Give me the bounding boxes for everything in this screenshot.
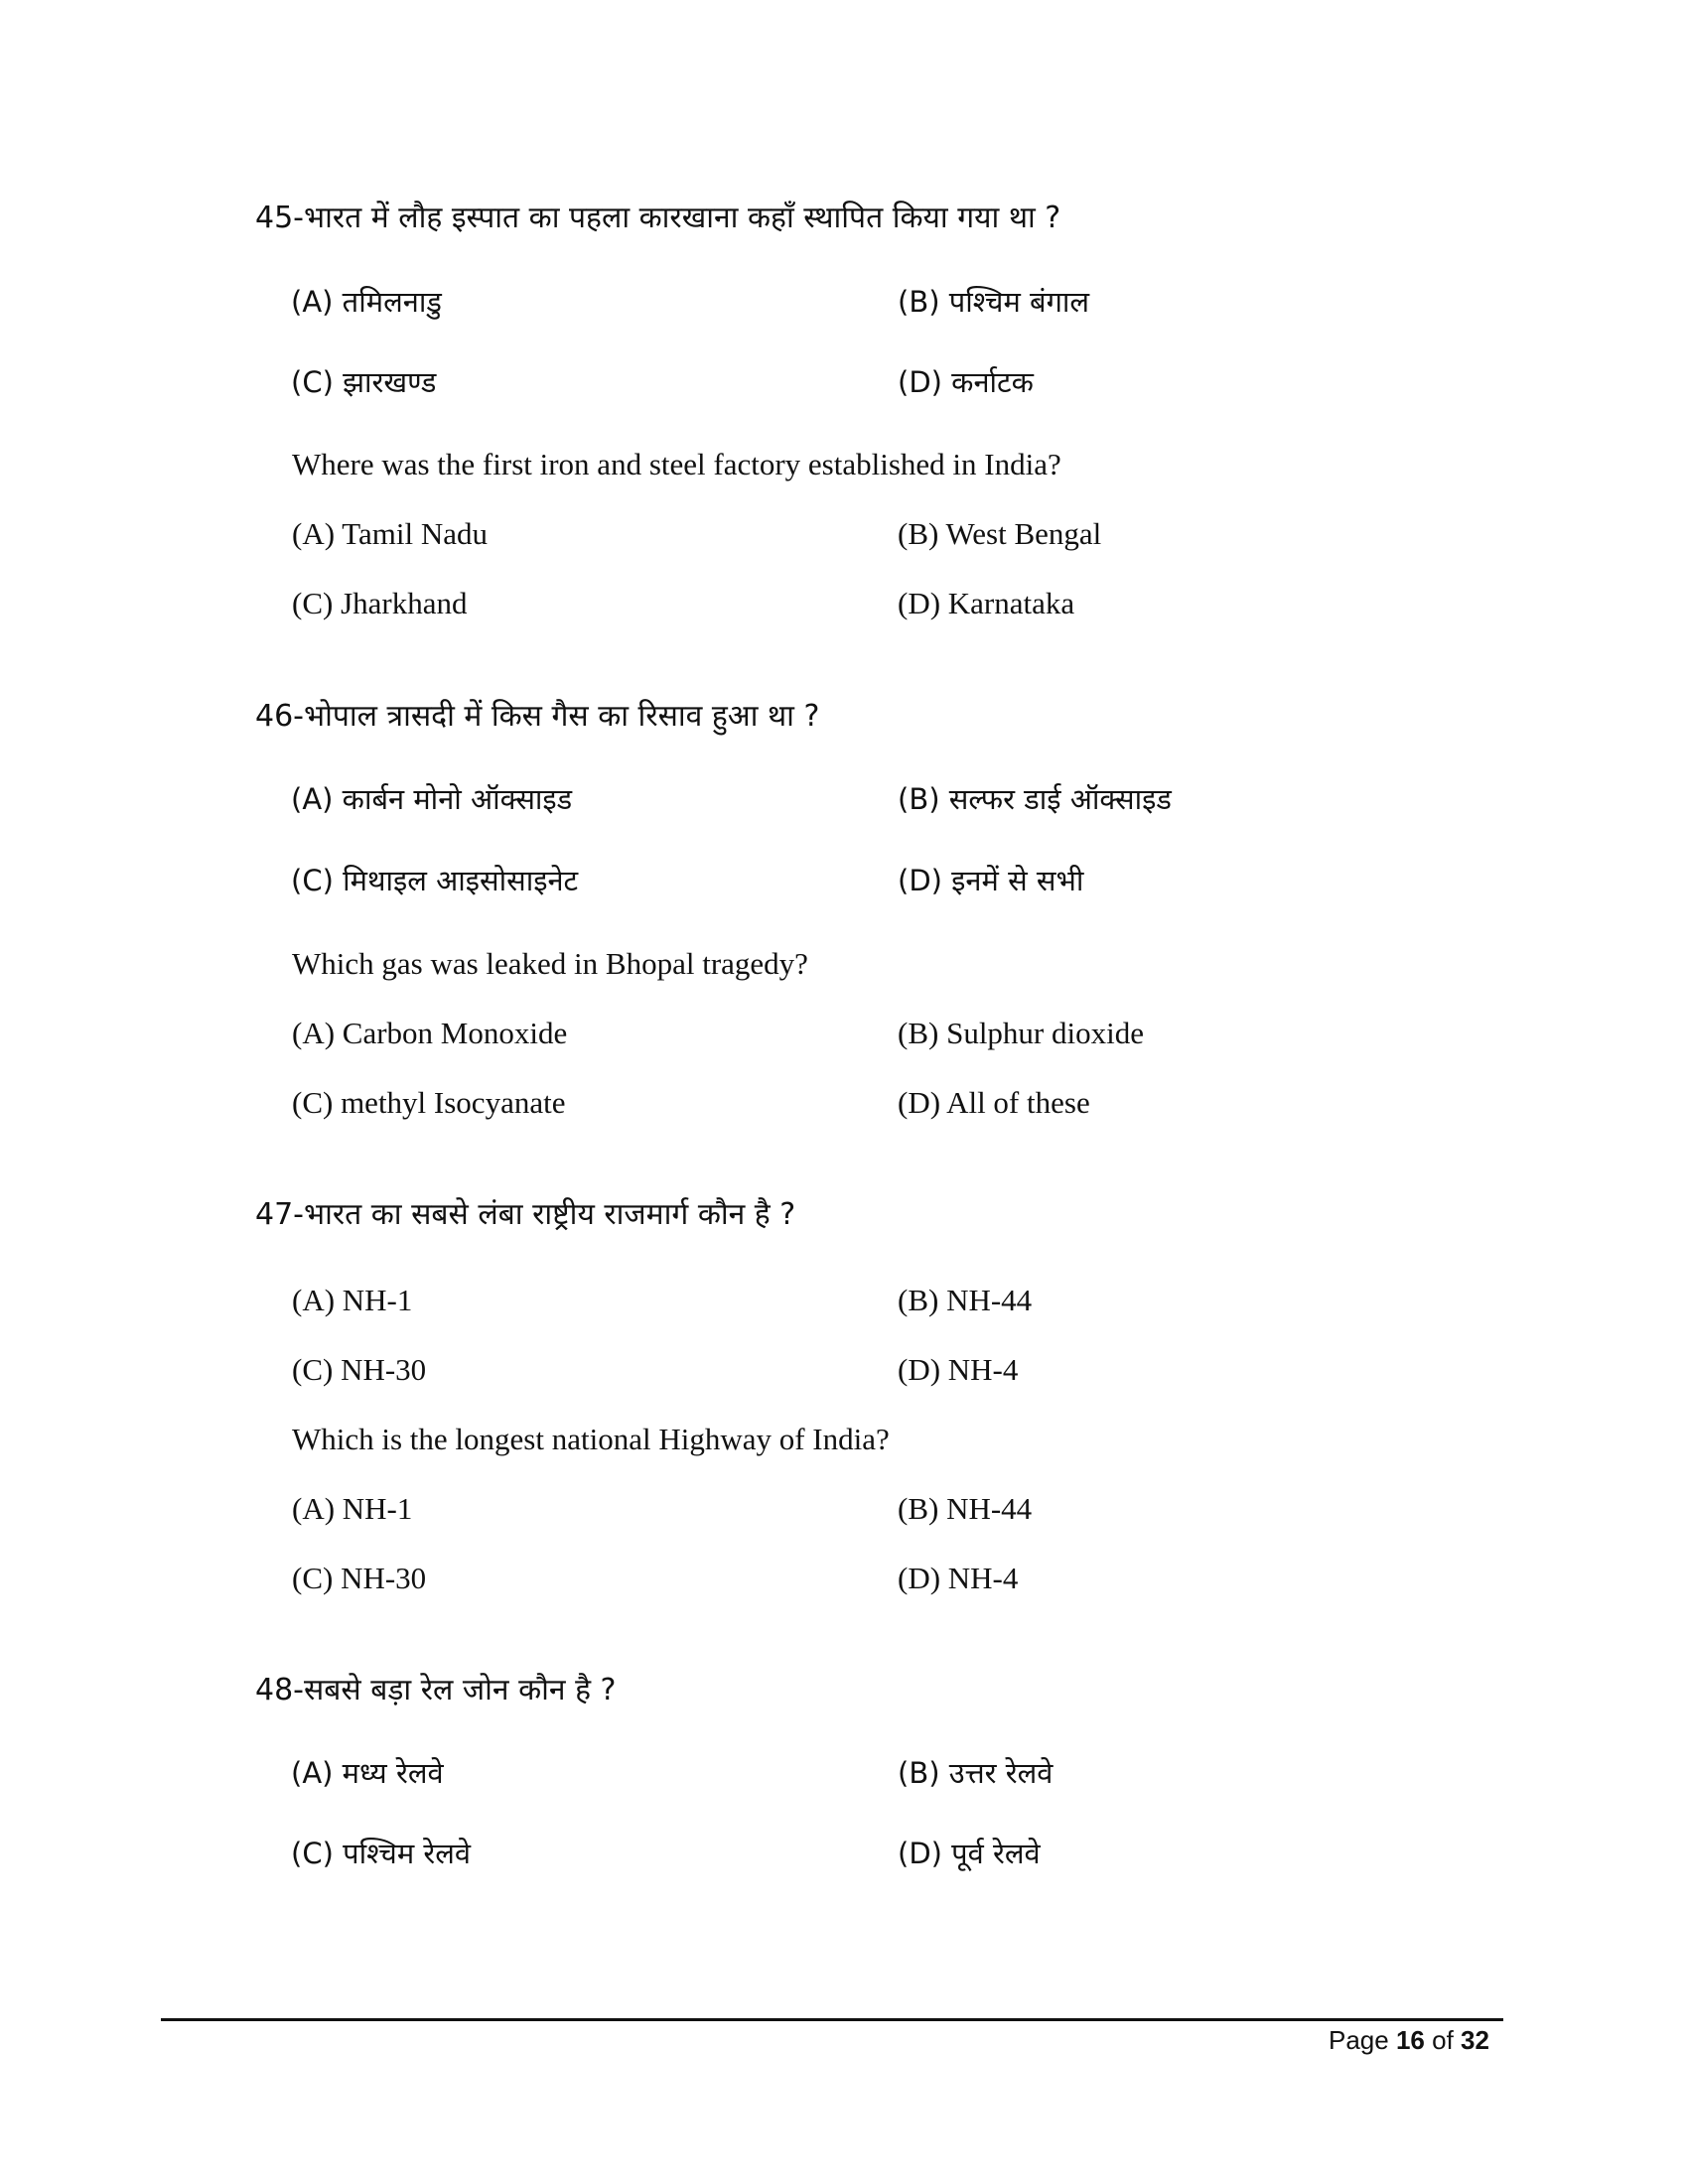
question-47-hindi-option-b: (B) NH-44 [898, 1283, 1033, 1317]
question-46-english-option-b: (B) Sulphur dioxide [898, 1016, 1144, 1050]
question-47-english-option-d: (D) NH-4 [898, 1561, 1019, 1595]
of-label: of [1432, 2025, 1454, 2055]
question-46-english: Which gas was leaked in Bhopal tragedy? [292, 946, 808, 981]
question-45-hindi-option-d: (D) कर्नाटक [898, 365, 1034, 399]
total-pages: 32 [1461, 2025, 1489, 2055]
question-46-hindi-option-d: (D) इनमें से सभी [898, 864, 1084, 897]
question-45-hindi-option-a: (A) तमिलनाडु [291, 285, 442, 319]
question-45-hindi-option-b: (B) पश्चिम बंगाल [898, 285, 1090, 319]
question-45-english-option-d: (D) Karnataka [898, 586, 1075, 620]
page-label: Page [1329, 2025, 1389, 2055]
question-48-hindi: 48-सबसे बड़ा रेल जोन कौन है ? [255, 1673, 617, 1707]
question-45-english-option-c: (C) Jharkhand [292, 586, 468, 620]
question-46-hindi-option-c: (C) मिथाइल आइसोसाइनेट [291, 864, 579, 897]
question-45-hindi: 45-भारत में लौह इस्पात का पहला कारखाना कहाँ स्थापित किया गया था ? [255, 201, 1061, 235]
question-48-hindi-option-c: (C) पश्चिम रेलवे [291, 1837, 472, 1870]
question-45-hindi-option-c: (C) झारखण्ड [291, 365, 437, 399]
question-47-hindi-option-c: (C) NH-30 [292, 1352, 427, 1387]
footer-divider [161, 2018, 1503, 2021]
page-footer [1329, 2025, 1489, 2056]
question-45-english: Where was the first iron and steel factory established in India? [292, 447, 1061, 481]
question-46-hindi-option-a: (A) कार्बन मोनो ऑक्साइड [291, 782, 573, 816]
question-47-english: Which is the longest national Highway of India? [292, 1422, 890, 1456]
question-46-english-option-d: (D) All of these [898, 1085, 1090, 1120]
question-46-english-option-c: (C) methyl Isocyanate [292, 1085, 566, 1120]
question-45-english-option-a: (A) Tamil Nadu [292, 516, 488, 551]
question-47-english-option-b: (B) NH-44 [898, 1491, 1033, 1526]
page-number: 16 [1395, 2025, 1425, 2055]
question-48-hindi-option-a: (A) मध्य रेलवे [291, 1756, 444, 1790]
question-46-english-option-a: (A) Carbon Monoxide [292, 1016, 568, 1050]
question-46-hindi-option-b: (B) सल्फर डाई ऑक्साइड [898, 782, 1172, 816]
question-48-hindi-option-b: (B) उत्तर रेलवे [898, 1756, 1054, 1790]
question-46-hindi: 46-भोपाल त्रासदी में किस गैस का रिसाव हुआ था ? [255, 699, 820, 734]
question-48-hindi-option-d: (D) पूर्व रेलवे [898, 1837, 1041, 1870]
question-47-hindi-option-d: (D) NH-4 [898, 1352, 1019, 1387]
question-45-english-option-b: (B) West Bengal [898, 516, 1102, 551]
question-47-english-option-c: (C) NH-30 [292, 1561, 427, 1595]
question-47-english-option-a: (A) NH-1 [292, 1491, 413, 1526]
question-47-hindi: 47-भारत का सबसे लंबा राष्ट्रीय राजमार्ग कौन है ? [255, 1197, 796, 1232]
question-47-hindi-option-a: (A) NH-1 [292, 1283, 413, 1317]
